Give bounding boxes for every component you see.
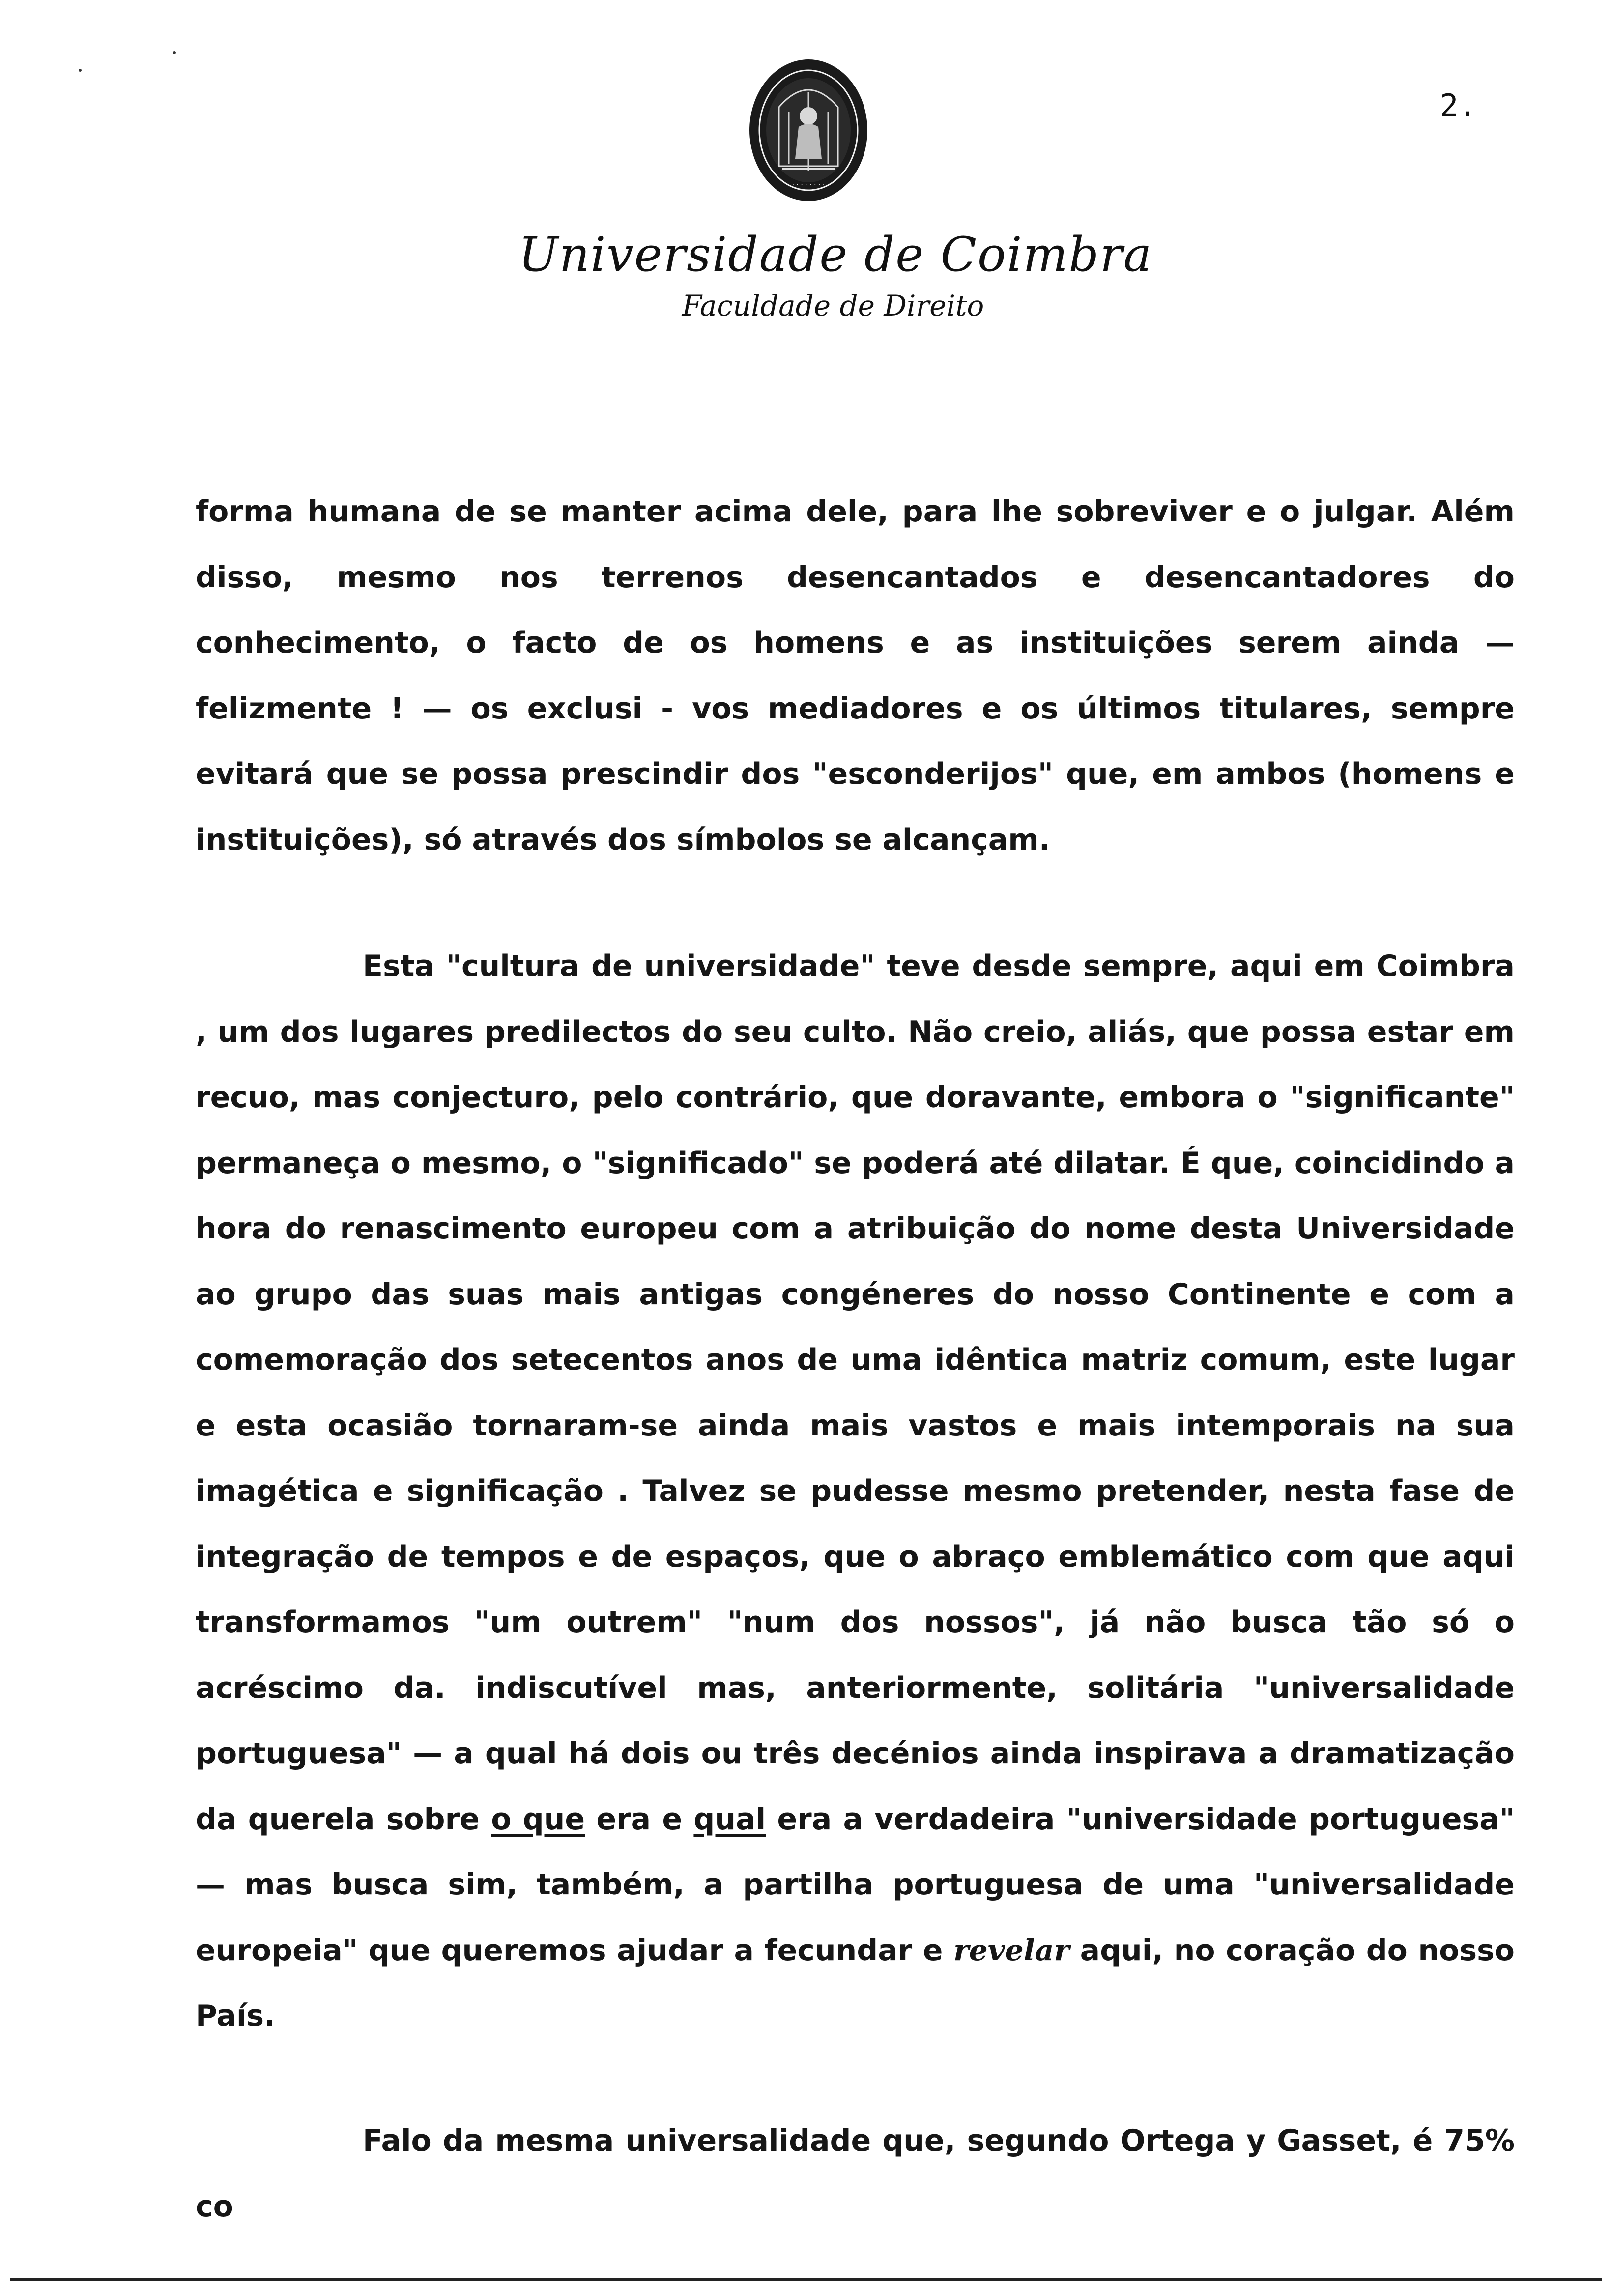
handwritten-insertion: revelar: [953, 1933, 1070, 1968]
paragraph-text: forma humana de se manter acima dele, para lhe sobreviver e o julgar. Além disso, mesmo nos terrenos desencantados e desencantadores do conhecimento, o facto de os homens e as instituições serem ainda — felizmente ! — os exclusi - vos mediadores e os últimos titulares, sempre evitará que se possa prescindir dos "esconderijos" que, em ambos (homens e instituições), só através dos símbolos se alcançam.: [196, 494, 1515, 857]
scan-speck: [79, 69, 82, 72]
paragraph-text: era e: [585, 1802, 694, 1837]
university-seal-icon: [748, 58, 869, 202]
underlined-text: qual: [693, 1802, 766, 1837]
letterhead-title: Universidade de Coimbra: [518, 227, 1153, 282]
paragraph-text: Falo da mesma universalidade que, segundo Ortega y Gasset, é 75% co: [196, 2124, 1515, 2224]
letterhead-subtitle: Faculdade de Direito: [682, 289, 984, 322]
paragraph-text: aqui, no coração do nosso País.: [196, 1933, 1515, 2033]
body-paragraph: [196, 479, 1515, 873]
body-paragraph: [196, 2108, 1515, 2239]
bottom-rule: [10, 2278, 1602, 2281]
page-number: 2.: [1440, 87, 1477, 123]
paragraph-text: Esta "cultura de universidade" teve desde sempre, aqui em Coimbra , um dos lugares predilectos do seu culto. Não creio, aliás, que possa estar em recuo, mas conjecturo, pelo contrário, que doravante, embora o "significante" permaneça o mesmo, o "significado" se poderá até dilatar. É que, coincidindo a hora do renascimento europeu com a atribuição do nome desta Universidade ao grupo das suas mais antigas congéneres do nosso Continente e com a comemoração dos setecentos anos de uma idêntica matriz comum, este lugar e esta ocasião tornaram-se ainda mais vastos e mais intemporais na sua imagética e significação . Talvez se pudesse mesmo pretender, nesta fase de integração de tempos e de espaços, que o abraço emblemático com que aqui transformamos "um outrem" "num dos nossos", já não busca tão só o acréscimo da. indiscutível mas, anteriormente, solitária "universalidade portuguesa" — a qual há dois ou três decénios ainda inspirava a dramatização da querela sobre: [196, 949, 1515, 1837]
underlined-text: o que: [491, 1802, 585, 1837]
scan-speck: [173, 51, 176, 54]
body-paragraph: [196, 934, 1515, 2049]
paragraph-text: era a verdadeira "universidade portuguesa" — mas busca sim, também, a partilha portuguesa de uma "universalidade europeia" que queremos ajudar a fecundar e: [196, 1802, 1515, 1968]
svg-text:· · · · · · · ·: · · · · · · · ·: [792, 181, 825, 189]
